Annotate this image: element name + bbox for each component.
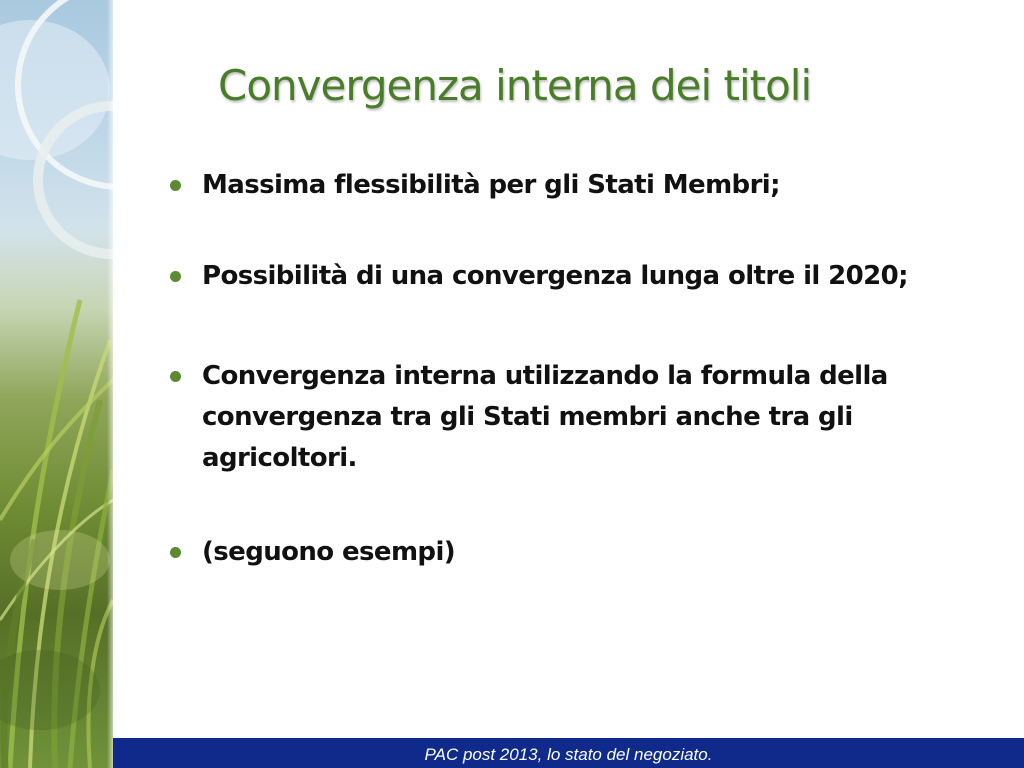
panel-edge-shade — [107, 0, 113, 768]
bullet-list — [170, 165, 950, 573]
footer-bar — [113, 738, 1024, 768]
bullet-item — [170, 165, 950, 206]
bullet-dot-icon — [170, 180, 181, 191]
bullet-text: (seguono esempi) — [202, 537, 456, 567]
slide-title: Convergenza interna dei titoli — [218, 61, 812, 110]
bullet-text: Possibilità di una convergenza lunga oltre il 2020; — [202, 261, 908, 291]
bullet-item — [170, 532, 950, 573]
bullet-dot-icon — [170, 371, 181, 382]
bullet-dot-icon — [170, 547, 181, 558]
grass-photo-image — [0, 0, 113, 768]
bullet-dot-icon — [170, 271, 181, 282]
bullet-item — [170, 256, 950, 297]
bullet-text: Massima flessibilità per gli Stati Membri; — [202, 170, 780, 200]
bullet-text: Convergenza interna utilizzando la formula della convergenza tra gli Stati membri anche tra gli agricoltori. — [202, 361, 888, 473]
bullet-item — [170, 356, 950, 479]
footer-text: PAC post 2013, lo stato del negoziato. — [424, 745, 713, 764]
grass-photo-panel — [0, 0, 113, 768]
